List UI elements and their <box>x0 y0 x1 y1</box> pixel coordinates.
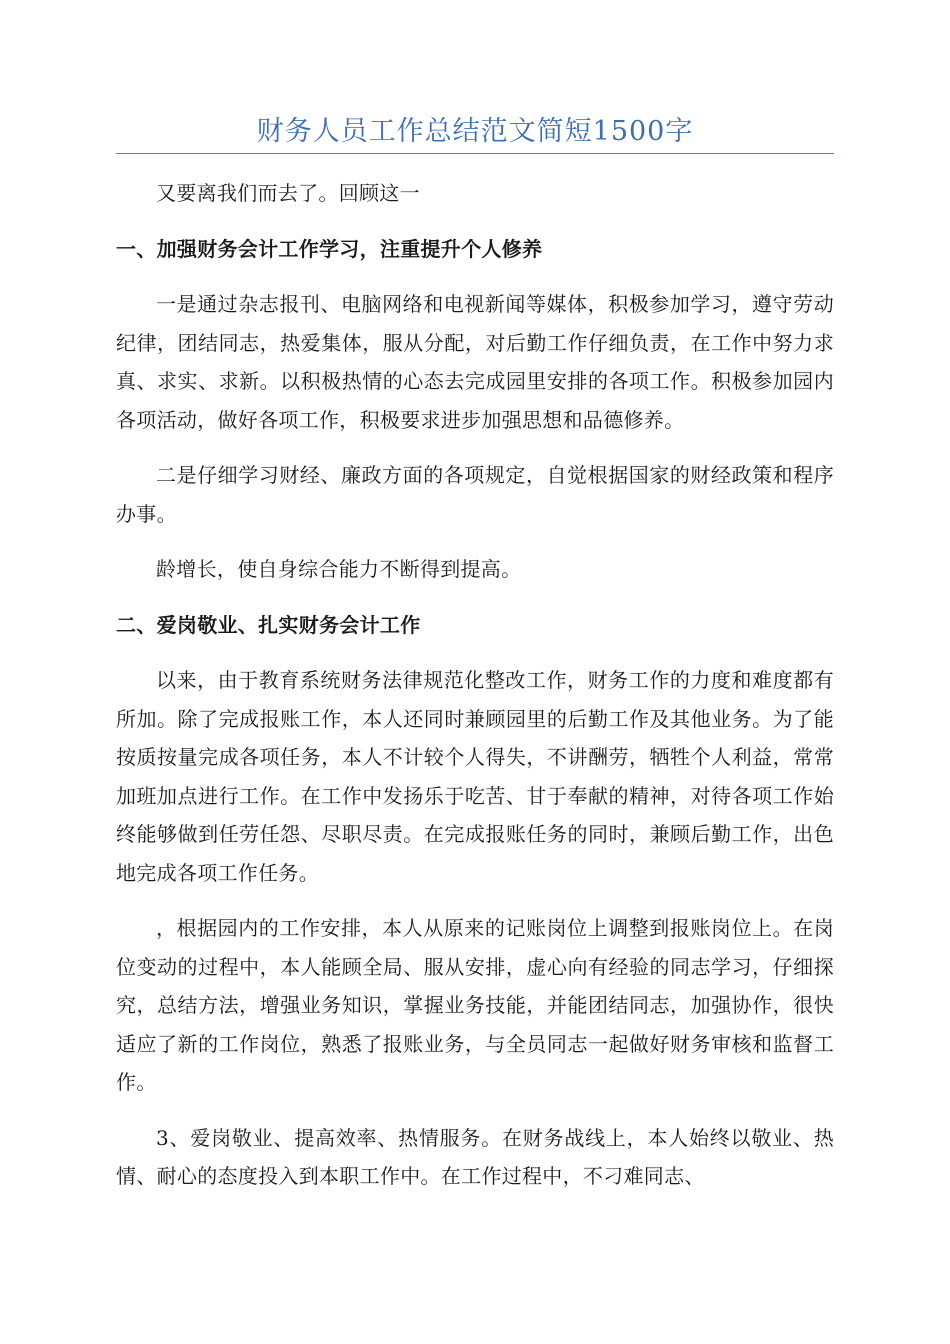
paragraph-2-2: ，根据园内的工作安排，本人从原来的记账岗位上调整到报账岗位上。在岗位变动的过程中，本人能顾全局、服从安排，虚心向有经验的同志学习，仔细探究，总结方法，增强业务知识，掌握业务技能，并能团结同志，加强协作，很快适应了新的工作岗位，熟悉了报账业务，与全员同志一起做好财务审核和监督工作。 <box>116 916 834 1094</box>
section-heading-2: 二、爱岗敬业、扎实财务会计工作 <box>116 612 421 637</box>
paragraph-2-3: 3、爱岗敬业、提高效率、热情服务。在财务战线上，本人始终以敬业、热情、耐心的态度投入到本职工作中。在工作过程中，不刁难同志、 <box>116 1125 834 1188</box>
paragraph-1-1: 一是通过杂志报刊、电脑网络和电视新闻等媒体，积极参加学习，遵守劳动纪律，团结同志，热爱集体，服从分配，对后勤工作仔细负责，在工作中努力求真、求实、求新。以积极热情的心态去完成园里安排的各项工作。积极参加园内各项活动，做好各项工作，积极要求进步加强思想和品德修养。 <box>116 292 834 432</box>
paragraph-2-1: 以来，由于教育系统财务法律规范化整改工作，财务工作的力度和难度都有所加。除了完成报账工作，本人还同时兼顾园里的后勤工作及其他业务。为了能按质按量完成各项任务，本人不计较个人得失，不讲酬劳，牺牲个人利益，常常加班加点进行工作。在工作中发扬乐于吃苦、甘于奉献的精神，对待各项工作始终能够做到任劳任怨、尽职尽责。在完成报账任务的同时，兼顾后勤工作，出色地完成各项工作任务。 <box>116 668 834 885</box>
document-title: 财务人员工作总结范文简短1500字 <box>256 116 694 147</box>
paragraph-1-2: 二是仔细学习财经、廉政方面的各项规定，自觉根据国家的财经政策和程序办事。 <box>116 463 834 526</box>
section-heading-1: 一、加强财务会计工作学习，注重提升个人修养 <box>116 236 543 261</box>
title-underline <box>116 153 834 154</box>
document-body <box>116 174 834 1213</box>
paragraph-intro: 又要离我们而去了。回顾这一 <box>156 181 420 205</box>
paragraph-1-3: 龄增长，使自身综合能力不断得到提高。 <box>156 557 522 581</box>
